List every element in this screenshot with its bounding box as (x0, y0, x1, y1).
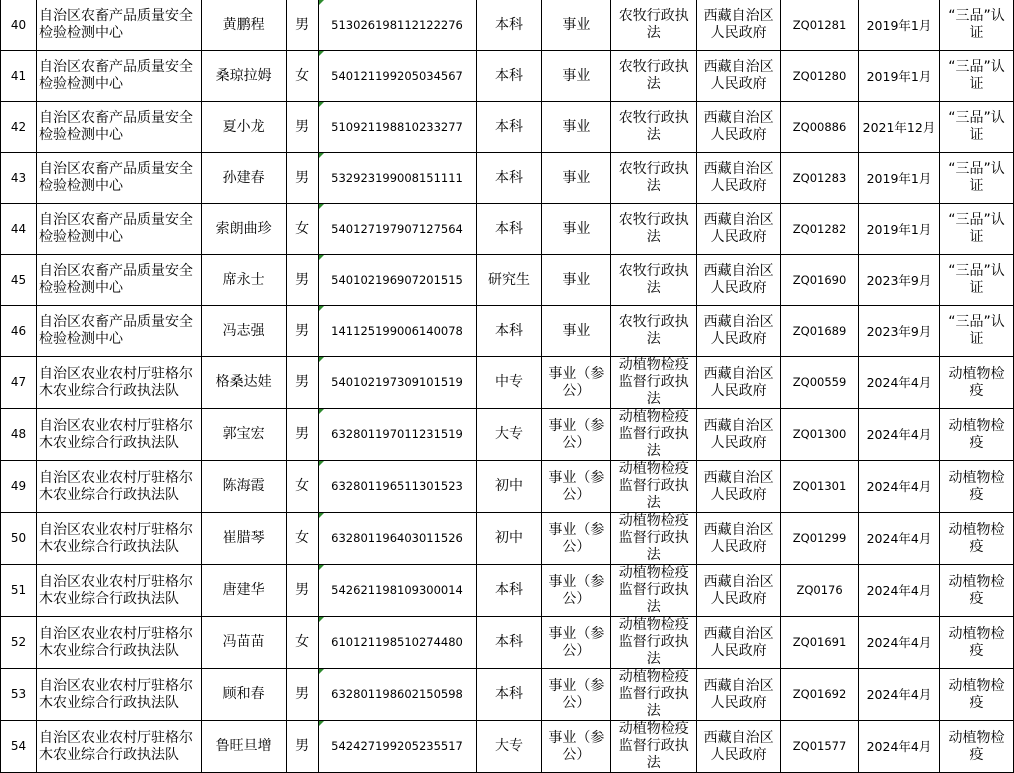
row-number-cell[interactable]: 52 (1, 617, 37, 669)
staff-type-cell[interactable]: 事业 (542, 204, 611, 255)
id-number-cell[interactable]: 532923199008151111 (318, 153, 476, 204)
issue-date-cell[interactable]: 2024年4月 (859, 721, 940, 773)
remark-cell[interactable]: “三品”认证 (939, 255, 1013, 306)
education-cell[interactable]: 本科 (476, 0, 542, 51)
education-cell[interactable]: 本科 (476, 153, 542, 204)
organization-cell[interactable]: 自治区农业农村厅驻格尔木农业综合行政执法队 (36, 669, 201, 721)
issuing-authority-cell[interactable]: 西藏自治区人民政府 (697, 0, 781, 51)
person-name-cell[interactable]: 唐建华 (201, 565, 286, 617)
certificate-number-cell[interactable]: ZQ01281 (781, 0, 859, 51)
id-number-cell[interactable]: 632801196511301523 (318, 461, 476, 513)
certificate-number-cell[interactable]: ZQ01689 (781, 306, 859, 357)
table-row (1, 153, 1014, 204)
issuing-authority-cell[interactable]: 西藏自治区人民政府 (697, 721, 781, 773)
table-row (1, 669, 1014, 721)
organization-cell[interactable]: 自治区农畜产品质量安全检验检测中心 (36, 306, 201, 357)
issue-date-cell[interactable]: 2024年4月 (859, 409, 940, 461)
table-row (1, 102, 1014, 153)
education-cell[interactable]: 大专 (476, 721, 542, 773)
person-name-cell[interactable]: 鲁旺旦增 (201, 721, 286, 773)
staff-type-cell[interactable]: 事业 (542, 153, 611, 204)
education-cell[interactable]: 本科 (476, 617, 542, 669)
enforcement-field-cell[interactable]: 农牧行政执法 (611, 255, 697, 306)
issuing-authority-cell[interactable]: 西藏自治区人民政府 (697, 513, 781, 565)
enforcement-field-cell[interactable]: 农牧行政执法 (611, 51, 697, 102)
organization-cell[interactable]: 自治区农业农村厅驻格尔木农业综合行政执法队 (36, 513, 201, 565)
issue-date-cell[interactable]: 2021年12月 (859, 102, 940, 153)
enforcement-field-cell[interactable]: 动植物检疫监督行政执法 (611, 721, 697, 773)
education-cell[interactable]: 初中 (476, 513, 542, 565)
issue-date-cell[interactable]: 2024年4月 (859, 565, 940, 617)
gender-cell[interactable]: 女 (286, 461, 318, 513)
remark-cell[interactable]: “三品”认证 (939, 102, 1013, 153)
table-row (1, 617, 1014, 669)
id-number-cell[interactable]: 540102197309101519 (318, 357, 476, 409)
staff-type-cell[interactable]: 事业（参公） (542, 721, 611, 773)
person-name-cell[interactable]: 孙建春 (201, 153, 286, 204)
certificate-number-cell[interactable]: ZQ01280 (781, 51, 859, 102)
id-number-cell[interactable]: 542427199205235517 (318, 721, 476, 773)
person-name-cell[interactable]: 黄鹏程 (201, 0, 286, 51)
gender-cell[interactable]: 女 (286, 513, 318, 565)
remark-cell[interactable]: 动植物检疫 (939, 669, 1013, 721)
person-name-cell[interactable]: 冯志强 (201, 306, 286, 357)
person-name-cell[interactable]: 夏小龙 (201, 102, 286, 153)
issuing-authority-cell[interactable]: 西藏自治区人民政府 (697, 306, 781, 357)
id-number-cell[interactable]: 540127197907127564 (318, 204, 476, 255)
row-number-cell[interactable]: 51 (1, 565, 37, 617)
gender-cell[interactable]: 男 (286, 306, 318, 357)
id-number-cell[interactable]: 510921198810233277 (318, 102, 476, 153)
row-number-cell[interactable]: 53 (1, 669, 37, 721)
gender-cell[interactable]: 女 (286, 204, 318, 255)
gender-cell[interactable]: 男 (286, 255, 318, 306)
staff-type-cell[interactable]: 事业（参公） (542, 513, 611, 565)
issue-date-cell[interactable]: 2024年4月 (859, 669, 940, 721)
row-number-cell[interactable]: 48 (1, 409, 37, 461)
issuing-authority-cell[interactable]: 西藏自治区人民政府 (697, 153, 781, 204)
certificate-number-cell[interactable]: ZQ0176 (781, 565, 859, 617)
certificate-number-cell[interactable]: ZQ01301 (781, 461, 859, 513)
remark-cell[interactable]: 动植物检疫 (939, 565, 1013, 617)
issuing-authority-cell[interactable]: 西藏自治区人民政府 (697, 409, 781, 461)
remark-cell[interactable]: “三品”认证 (939, 51, 1013, 102)
row-number-cell[interactable]: 50 (1, 513, 37, 565)
enforcement-field-cell[interactable]: 动植物检疫监督行政执法 (611, 409, 697, 461)
remark-cell[interactable]: “三品”认证 (939, 153, 1013, 204)
person-name-cell[interactable]: 顾和春 (201, 669, 286, 721)
person-name-cell[interactable]: 冯苗苗 (201, 617, 286, 669)
education-cell[interactable]: 大专 (476, 409, 542, 461)
certificate-number-cell[interactable]: ZQ00559 (781, 357, 859, 409)
organization-cell[interactable]: 自治区农畜产品质量安全检验检测中心 (36, 204, 201, 255)
gender-cell[interactable]: 男 (286, 669, 318, 721)
remark-cell[interactable]: 动植物检疫 (939, 617, 1013, 669)
table-row (1, 357, 1014, 409)
remark-cell[interactable]: “三品”认证 (939, 0, 1013, 51)
education-cell[interactable]: 中专 (476, 357, 542, 409)
table-row (1, 513, 1014, 565)
enforcement-field-cell[interactable]: 农牧行政执法 (611, 306, 697, 357)
staff-type-cell[interactable]: 事业（参公） (542, 617, 611, 669)
issue-date-cell[interactable]: 2019年1月 (859, 153, 940, 204)
issue-date-cell[interactable]: 2019年1月 (859, 0, 940, 51)
gender-cell[interactable]: 男 (286, 102, 318, 153)
issue-date-cell[interactable]: 2024年4月 (859, 617, 940, 669)
remark-cell[interactable]: 动植物检疫 (939, 721, 1013, 773)
issue-date-cell[interactable]: 2024年4月 (859, 513, 940, 565)
row-number-cell[interactable]: 41 (1, 51, 37, 102)
issuing-authority-cell[interactable]: 西藏自治区人民政府 (697, 204, 781, 255)
table-row (1, 51, 1014, 102)
staff-type-cell[interactable]: 事业 (542, 102, 611, 153)
row-number-cell[interactable]: 49 (1, 461, 37, 513)
organization-cell[interactable]: 自治区农畜产品质量安全检验检测中心 (36, 0, 201, 51)
table-row (1, 409, 1014, 461)
enforcement-field-cell[interactable]: 动植物检疫监督行政执法 (611, 617, 697, 669)
id-number-cell[interactable]: 540121199205034567 (318, 51, 476, 102)
organization-cell[interactable]: 自治区农业农村厅驻格尔木农业综合行政执法队 (36, 617, 201, 669)
certificate-number-cell[interactable]: ZQ01690 (781, 255, 859, 306)
issuing-authority-cell[interactable]: 西藏自治区人民政府 (697, 102, 781, 153)
issuing-authority-cell[interactable]: 西藏自治区人民政府 (697, 357, 781, 409)
certificate-number-cell[interactable]: ZQ00886 (781, 102, 859, 153)
staff-type-cell[interactable]: 事业 (542, 306, 611, 357)
certificate-number-cell[interactable]: ZQ01300 (781, 409, 859, 461)
staff-type-cell[interactable]: 事业 (542, 51, 611, 102)
row-number-cell[interactable]: 42 (1, 102, 37, 153)
issuing-authority-cell[interactable]: 西藏自治区人民政府 (697, 669, 781, 721)
remark-cell[interactable]: “三品”认证 (939, 204, 1013, 255)
issuing-authority-cell[interactable]: 西藏自治区人民政府 (697, 617, 781, 669)
enforcement-field-cell[interactable]: 动植物检疫监督行政执法 (611, 357, 697, 409)
row-number-cell[interactable]: 54 (1, 721, 37, 773)
staff-type-cell[interactable]: 事业 (542, 0, 611, 51)
gender-cell[interactable]: 男 (286, 409, 318, 461)
issuing-authority-cell[interactable]: 西藏自治区人民政府 (697, 565, 781, 617)
table-row (1, 565, 1014, 617)
organization-cell[interactable]: 自治区农畜产品质量安全检验检测中心 (36, 51, 201, 102)
education-cell[interactable]: 本科 (476, 51, 542, 102)
education-cell[interactable]: 本科 (476, 669, 542, 721)
id-number-cell[interactable]: 632801197011231519 (318, 409, 476, 461)
id-number-cell[interactable]: 540102196907201515 (318, 255, 476, 306)
remark-cell[interactable]: 动植物检疫 (939, 409, 1013, 461)
remark-cell[interactable]: “三品”认证 (939, 306, 1013, 357)
education-cell[interactable]: 研究生 (476, 255, 542, 306)
gender-cell[interactable]: 男 (286, 565, 318, 617)
remark-cell[interactable]: 动植物检疫 (939, 461, 1013, 513)
organization-cell[interactable]: 自治区农畜产品质量安全检验检测中心 (36, 153, 201, 204)
organization-cell[interactable]: 自治区农业农村厅驻格尔木农业综合行政执法队 (36, 357, 201, 409)
remark-cell[interactable]: 动植物检疫 (939, 513, 1013, 565)
gender-cell[interactable]: 男 (286, 153, 318, 204)
issuing-authority-cell[interactable]: 西藏自治区人民政府 (697, 461, 781, 513)
person-name-cell[interactable]: 崔腊琴 (201, 513, 286, 565)
enforcement-field-cell[interactable]: 动植物检疫监督行政执法 (611, 565, 697, 617)
issue-date-cell[interactable]: 2019年1月 (859, 204, 940, 255)
organization-cell[interactable]: 自治区农业农村厅驻格尔木农业综合行政执法队 (36, 565, 201, 617)
certificate-number-cell[interactable]: ZQ01283 (781, 153, 859, 204)
staff-type-cell[interactable]: 事业（参公） (542, 461, 611, 513)
table-row (1, 461, 1014, 513)
issue-date-cell[interactable]: 2019年1月 (859, 51, 940, 102)
gender-cell[interactable]: 女 (286, 51, 318, 102)
issue-date-cell[interactable]: 2023年9月 (859, 255, 940, 306)
staff-type-cell[interactable]: 事业（参公） (542, 409, 611, 461)
table-row (1, 204, 1014, 255)
certificate-number-cell[interactable]: ZQ01692 (781, 669, 859, 721)
education-cell[interactable]: 本科 (476, 306, 542, 357)
enforcement-field-cell[interactable]: 农牧行政执法 (611, 204, 697, 255)
table-row (1, 255, 1014, 306)
gender-cell[interactable]: 男 (286, 721, 318, 773)
gender-cell[interactable]: 男 (286, 357, 318, 409)
education-cell[interactable]: 本科 (476, 565, 542, 617)
staff-type-cell[interactable]: 事业 (542, 255, 611, 306)
enforcement-field-cell[interactable]: 动植物检疫监督行政执法 (611, 513, 697, 565)
education-cell[interactable]: 本科 (476, 204, 542, 255)
certificate-number-cell[interactable]: ZQ01691 (781, 617, 859, 669)
id-number-cell[interactable]: 542621198109300014 (318, 565, 476, 617)
staff-type-cell[interactable]: 事业（参公） (542, 565, 611, 617)
enforcement-field-cell[interactable]: 动植物检疫监督行政执法 (611, 669, 697, 721)
id-number-cell[interactable]: 632801196403011526 (318, 513, 476, 565)
person-name-cell[interactable]: 席永士 (201, 255, 286, 306)
id-number-cell[interactable]: 632801198602150598 (318, 669, 476, 721)
certificate-number-cell[interactable]: ZQ01577 (781, 721, 859, 773)
table-row (1, 0, 1014, 51)
issue-date-cell[interactable]: 2024年4月 (859, 357, 940, 409)
issue-date-cell[interactable]: 2023年9月 (859, 306, 940, 357)
table-body (1, 0, 1014, 773)
enforcement-field-cell[interactable]: 农牧行政执法 (611, 153, 697, 204)
remark-cell[interactable]: 动植物检疫 (939, 357, 1013, 409)
row-number-cell[interactable]: 43 (1, 153, 37, 204)
row-number-cell[interactable]: 40 (1, 0, 37, 51)
organization-cell[interactable]: 自治区农业农村厅驻格尔木农业综合行政执法队 (36, 721, 201, 773)
enforcement-field-cell[interactable]: 农牧行政执法 (611, 0, 697, 51)
row-number-cell[interactable]: 44 (1, 204, 37, 255)
certificate-number-cell[interactable]: ZQ01282 (781, 204, 859, 255)
issuing-authority-cell[interactable]: 西藏自治区人民政府 (697, 51, 781, 102)
staff-type-cell[interactable]: 事业（参公） (542, 669, 611, 721)
issuing-authority-cell[interactable]: 西藏自治区人民政府 (697, 255, 781, 306)
certificate-number-cell[interactable]: ZQ01299 (781, 513, 859, 565)
education-cell[interactable]: 初中 (476, 461, 542, 513)
organization-cell[interactable]: 自治区农畜产品质量安全检验检测中心 (36, 102, 201, 153)
staff-type-cell[interactable]: 事业（参公） (542, 357, 611, 409)
gender-cell[interactable]: 男 (286, 0, 318, 51)
row-number-cell[interactable]: 46 (1, 306, 37, 357)
organization-cell[interactable]: 自治区农畜产品质量安全检验检测中心 (36, 255, 201, 306)
person-name-cell[interactable]: 陈海霞 (201, 461, 286, 513)
gender-cell[interactable]: 女 (286, 617, 318, 669)
enforcement-field-cell[interactable]: 动植物检疫监督行政执法 (611, 461, 697, 513)
person-name-cell[interactable]: 索朗曲珍 (201, 204, 286, 255)
id-number-cell[interactable]: 610121198510274480 (318, 617, 476, 669)
person-name-cell[interactable]: 郭宝宏 (201, 409, 286, 461)
organization-cell[interactable]: 自治区农业农村厅驻格尔木农业综合行政执法队 (36, 461, 201, 513)
issue-date-cell[interactable]: 2024年4月 (859, 461, 940, 513)
id-number-cell[interactable]: 141125199006140078 (318, 306, 476, 357)
row-number-cell[interactable]: 47 (1, 357, 37, 409)
person-name-cell[interactable]: 桑琼拉姆 (201, 51, 286, 102)
organization-cell[interactable]: 自治区农业农村厅驻格尔木农业综合行政执法队 (36, 409, 201, 461)
id-number-cell[interactable]: 513026198112122276 (318, 0, 476, 51)
enforcement-field-cell[interactable]: 农牧行政执法 (611, 102, 697, 153)
row-number-cell[interactable]: 45 (1, 255, 37, 306)
education-cell[interactable]: 本科 (476, 102, 542, 153)
person-name-cell[interactable]: 格桑达娃 (201, 357, 286, 409)
table-row (1, 306, 1014, 357)
